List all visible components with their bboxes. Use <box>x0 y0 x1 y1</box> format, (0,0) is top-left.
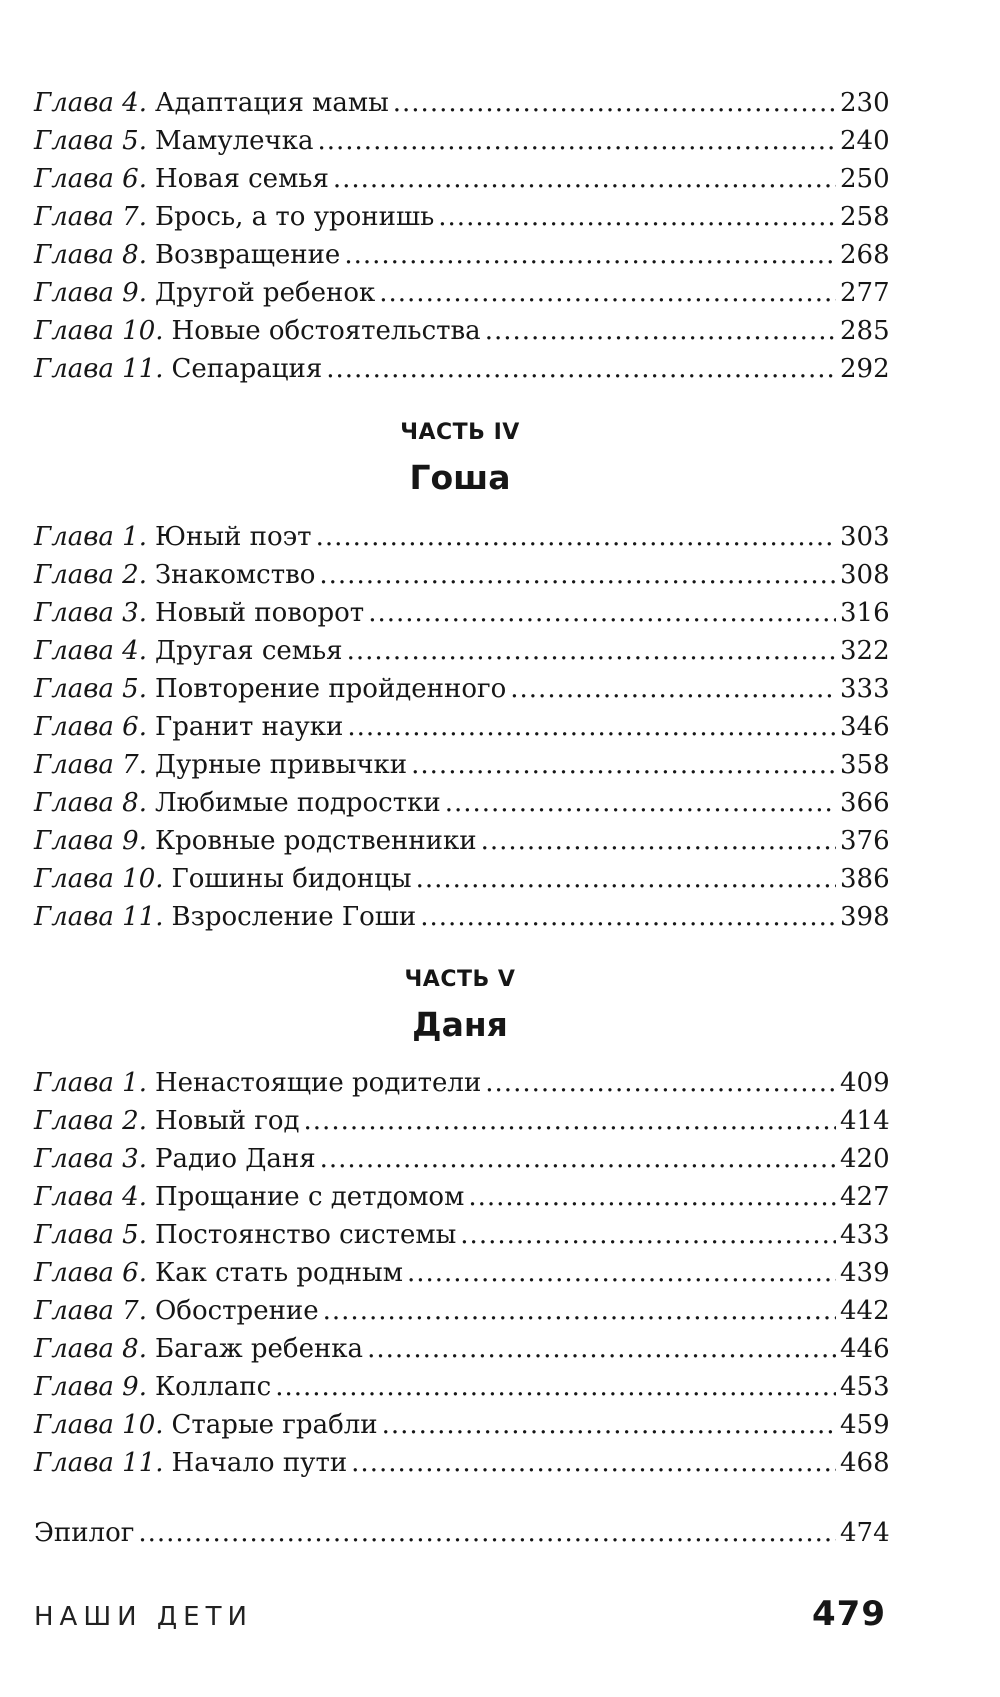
part4-title: Гоша <box>409 458 511 497</box>
toc-entry[interactable] <box>34 1254 890 1292</box>
dot-leader <box>351 1444 836 1482</box>
chapter-title: Ненастоящие родители <box>154 1068 482 1098</box>
chapter-page: 386 <box>840 864 890 894</box>
dot-leader <box>407 1254 836 1292</box>
dot-leader <box>368 594 836 632</box>
chapter-label: Глава 3. <box>34 1144 147 1174</box>
chapter-page: 459 <box>840 1410 890 1440</box>
toc-entry[interactable] <box>34 122 890 160</box>
part4-label: ЧАСТЬ IV <box>400 420 520 445</box>
chapter-title: Коллапс <box>154 1372 272 1402</box>
chapter-label: Глава 5. <box>34 1220 147 1250</box>
chapter-title: Начало пути <box>171 1448 348 1478</box>
toc-entry[interactable] <box>34 822 890 860</box>
chapter-title: Повторение пройденного <box>154 674 507 704</box>
chapter-page: 398 <box>840 902 890 932</box>
toc-epilogue <box>34 1514 890 1552</box>
chapter-page: 366 <box>840 788 890 818</box>
part5-label: ЧАСТЬ V <box>404 967 516 992</box>
chapter-label: Глава 8. <box>34 1334 147 1364</box>
chapter-title: Дурные привычки <box>154 750 408 780</box>
chapter-title: Обострение <box>154 1296 319 1326</box>
dot-leader <box>347 632 836 670</box>
chapter-label: Глава 11. <box>34 902 164 932</box>
chapter-label: Глава 5. <box>34 674 147 704</box>
chapter-title: Гошины бидонцы <box>171 864 412 894</box>
toc-entry[interactable] <box>34 160 890 198</box>
dot-leader <box>468 1178 836 1216</box>
chapter-title: Как стать родным <box>154 1258 403 1288</box>
chapter-label: Глава 8. <box>34 788 147 818</box>
running-footer-title: НАШИ ДЕТИ <box>34 1602 253 1632</box>
chapter-title: Гранит науки <box>154 712 344 742</box>
dot-leader <box>438 198 836 236</box>
chapter-title: Брось, а то уронишь <box>154 202 435 232</box>
chapter-label: Глава 7. <box>34 750 147 780</box>
chapter-label: Глава 9. <box>34 278 147 308</box>
dot-leader <box>138 1514 836 1552</box>
toc-entry[interactable] <box>34 312 890 350</box>
chapter-label: Глава 2. <box>34 1106 147 1136</box>
page-number: 479 <box>812 1594 886 1634</box>
chapter-label: Глава 10. <box>34 864 164 894</box>
chapter-page: 258 <box>840 202 890 232</box>
toc-entry[interactable] <box>34 518 890 556</box>
chapter-label: Глава 6. <box>34 164 147 194</box>
toc-entry[interactable] <box>34 198 890 236</box>
dot-leader <box>393 84 836 122</box>
dot-leader <box>347 708 836 746</box>
toc-entry[interactable] <box>34 274 890 312</box>
chapter-label: Глава 6. <box>34 1258 147 1288</box>
dot-leader <box>326 350 836 388</box>
dot-leader <box>333 160 836 198</box>
chapter-title: Новые обстоятельства <box>171 316 481 346</box>
toc-entry[interactable] <box>34 670 890 708</box>
chapter-page: 322 <box>840 636 890 666</box>
dot-leader <box>304 1102 836 1140</box>
dot-leader <box>323 1292 836 1330</box>
chapter-page: 358 <box>840 750 890 780</box>
dot-leader <box>460 1216 836 1254</box>
toc-entry[interactable] <box>34 594 890 632</box>
chapter-title: Кровные родственники <box>154 826 477 856</box>
toc-entry[interactable] <box>34 708 890 746</box>
toc-entry[interactable] <box>34 1102 890 1140</box>
chapter-page: 230 <box>840 88 890 118</box>
chapter-title: Любимые подростки <box>154 788 441 818</box>
chapter-page: 468 <box>840 1448 890 1478</box>
chapter-label: Глава 6. <box>34 712 147 742</box>
toc-entry[interactable] <box>34 1292 890 1330</box>
chapter-page: 292 <box>840 354 890 384</box>
dot-leader <box>420 898 836 936</box>
toc-entry[interactable] <box>34 1406 890 1444</box>
chapter-label: Глава 8. <box>34 240 147 270</box>
chapter-page: 250 <box>840 164 890 194</box>
toc-entry[interactable] <box>34 1140 890 1178</box>
dot-leader <box>510 670 836 708</box>
chapter-label: Глава 10. <box>34 316 164 346</box>
chapter-label: Глава 4. <box>34 1182 147 1212</box>
chapter-title: Багаж ребенка <box>154 1334 364 1364</box>
chapter-title: Возвращение <box>154 240 341 270</box>
toc-part5-list <box>34 1064 890 1482</box>
chapter-label: Глава 3. <box>34 598 147 628</box>
chapter-label: Глава 2. <box>34 560 147 590</box>
chapter-label: Глава 1. <box>34 522 147 552</box>
chapter-page: 427 <box>840 1182 890 1212</box>
chapter-label: Глава 1. <box>34 1068 147 1098</box>
chapter-title: Знакомство <box>154 560 316 590</box>
epilogue-page: 474 <box>840 1518 890 1548</box>
chapter-label: Глава 7. <box>34 202 147 232</box>
toc-entry[interactable] <box>34 746 890 784</box>
chapter-title: Мамулечка <box>154 126 314 156</box>
chapter-page: 433 <box>840 1220 890 1250</box>
chapter-page: 420 <box>840 1144 890 1174</box>
chapter-title: Новый поворот <box>154 598 365 628</box>
toc-entry[interactable] <box>34 1178 890 1216</box>
chapter-title: Другой ребенок <box>154 278 376 308</box>
chapter-label: Глава 11. <box>34 354 164 384</box>
toc-entry[interactable] <box>34 350 890 388</box>
chapter-label: Глава 9. <box>34 1372 147 1402</box>
dot-leader <box>481 822 836 860</box>
dot-leader <box>367 1330 836 1368</box>
chapter-title: Старые грабли <box>171 1410 378 1440</box>
dot-leader <box>344 236 836 274</box>
dot-leader <box>382 1406 836 1444</box>
part5-title: Даня <box>412 1005 508 1044</box>
chapter-label: Глава 4. <box>34 636 147 666</box>
dot-leader <box>319 556 836 594</box>
chapter-page: 453 <box>840 1372 890 1402</box>
dot-leader <box>379 274 836 312</box>
toc-entry[interactable] <box>34 1444 890 1482</box>
chapter-page: 268 <box>840 240 890 270</box>
chapter-page: 409 <box>840 1068 890 1098</box>
chapter-title: Радио Даня <box>154 1144 316 1174</box>
toc-entry[interactable] <box>34 1368 890 1406</box>
dot-leader <box>485 312 836 350</box>
chapter-page: 240 <box>840 126 890 156</box>
chapter-page: 442 <box>840 1296 890 1326</box>
dot-leader <box>275 1368 836 1406</box>
dot-leader <box>416 860 836 898</box>
toc-entry[interactable] <box>34 860 890 898</box>
dot-leader <box>445 784 836 822</box>
toc-entry[interactable] <box>34 556 890 594</box>
chapter-label: Глава 9. <box>34 826 147 856</box>
chapter-page: 376 <box>840 826 890 856</box>
chapter-title: Новая семья <box>154 164 329 194</box>
chapter-title: Другая семья <box>154 636 343 666</box>
chapter-page: 414 <box>840 1106 890 1136</box>
chapter-title: Новый год <box>154 1106 300 1136</box>
chapter-page: 277 <box>840 278 890 308</box>
chapter-title: Адаптация мамы <box>154 88 389 118</box>
chapter-title: Юный поэт <box>154 522 312 552</box>
chapter-page: 439 <box>840 1258 890 1288</box>
chapter-page: 333 <box>840 674 890 704</box>
chapter-page: 446 <box>840 1334 890 1364</box>
chapter-label: Глава 7. <box>34 1296 147 1326</box>
dot-leader <box>317 122 836 160</box>
toc-entry[interactable] <box>34 1216 890 1254</box>
toc-entry-epilogue[interactable] <box>34 1514 890 1552</box>
chapter-page: 346 <box>840 712 890 742</box>
toc-entry[interactable] <box>34 84 890 122</box>
epilogue-title: Эпилог <box>34 1518 135 1548</box>
chapter-label: Глава 10. <box>34 1410 164 1440</box>
chapter-label: Глава 5. <box>34 126 147 156</box>
dot-leader <box>320 1140 836 1178</box>
chapter-page: 316 <box>840 598 890 628</box>
dot-leader <box>316 518 836 556</box>
chapter-title: Сепарация <box>171 354 323 384</box>
chapter-page: 303 <box>840 522 890 552</box>
chapter-title: Прощание с детдомом <box>154 1182 465 1212</box>
chapter-label: Глава 11. <box>34 1448 164 1478</box>
toc-entry[interactable] <box>34 236 890 274</box>
dot-leader <box>411 746 836 784</box>
toc-entry[interactable] <box>34 1064 890 1102</box>
chapter-page: 308 <box>840 560 890 590</box>
toc-entry[interactable] <box>34 1330 890 1368</box>
chapter-title: Постоянство системы <box>154 1220 457 1250</box>
dot-leader <box>485 1064 836 1102</box>
chapter-label: Глава 4. <box>34 88 147 118</box>
toc-entry[interactable] <box>34 898 890 936</box>
toc-part3-list <box>34 84 890 388</box>
toc-part4-list <box>34 518 890 936</box>
toc-entry[interactable] <box>34 784 890 822</box>
chapter-page: 285 <box>840 316 890 346</box>
toc-entry[interactable] <box>34 632 890 670</box>
chapter-title: Взросление Гоши <box>171 902 417 932</box>
